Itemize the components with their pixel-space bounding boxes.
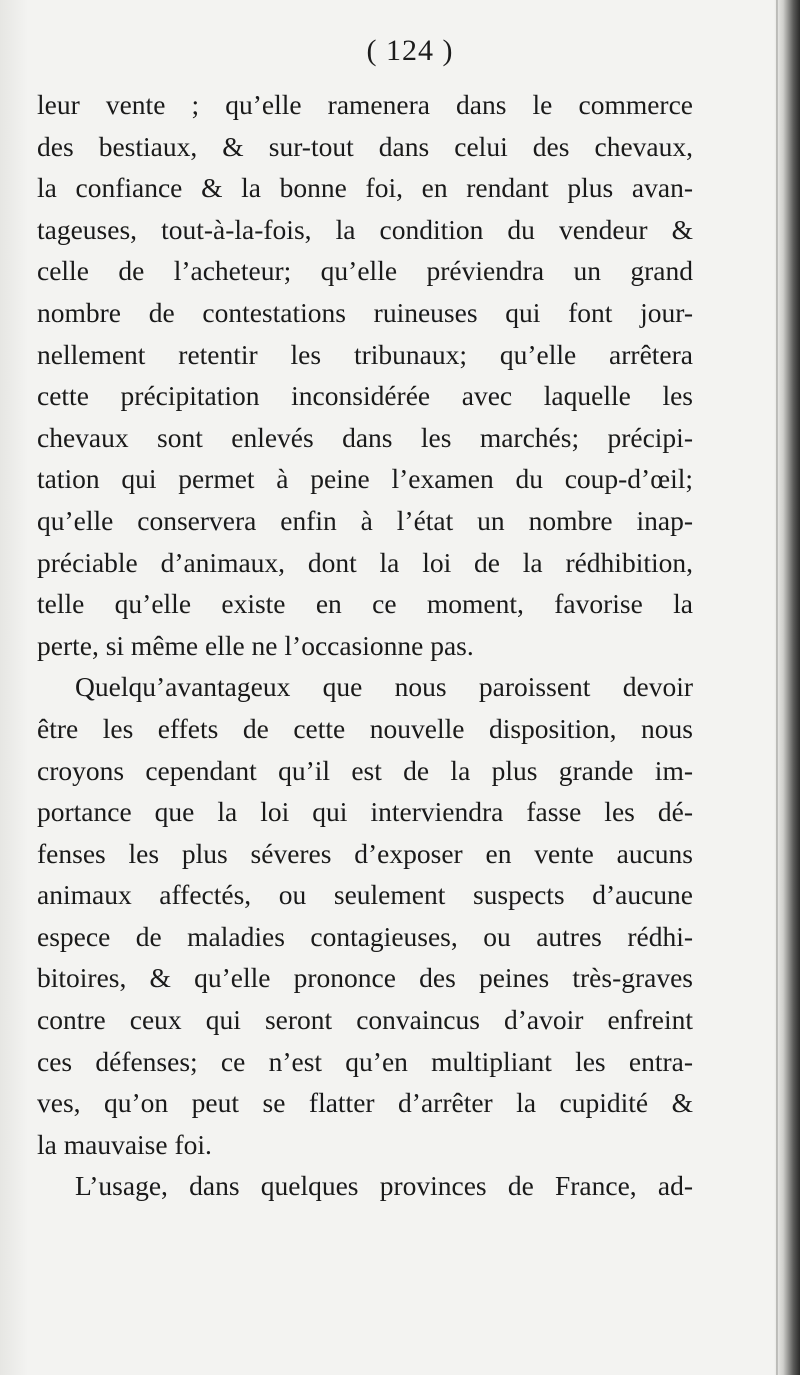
text-line: la confiance & la bonne foi, en rendant plus avan- [37, 172, 693, 204]
paragraph-1 [37, 84, 693, 666]
text-line: tageuses, tout-à-la-fois, la condition du vendeur & [37, 213, 693, 245]
text-line: la mauvaise foi. [37, 1128, 212, 1160]
text-line: perte, si même elle ne l’occasionne pas. [37, 629, 474, 661]
page-edge-shadow [774, 0, 800, 1375]
text-line: des bestiaux, & sur-tout dans celui des chevaux, [37, 130, 693, 162]
paragraph-2 [37, 666, 693, 1165]
text-line: chevaux sont enlevés dans les marchés; précipi- [37, 421, 693, 453]
text-line: ces défenses; ce n’est qu’en multipliant les entra- [37, 1045, 693, 1077]
text-line: croyons cependant qu’il est de la plus grande im- [37, 754, 693, 786]
text-line: préciable d’animaux, dont la loi de la rédhibition, [37, 546, 693, 578]
text-line: tation qui permet à peine l’examen du coup-d’œil; [37, 463, 693, 495]
text-line: nombre de contestations ruineuses qui font jour- [37, 296, 693, 328]
text-line: animaux affectés, ou seulement suspects d’aucune [37, 879, 693, 911]
text-line: Quelqu’avantageux que nous paroissent devoir [75, 671, 693, 703]
text-line: fenses les plus séveres d’exposer en vente aucuns [37, 837, 693, 869]
paragraph-3 [37, 1165, 693, 1207]
page-number: ( 124 ) [366, 34, 454, 67]
text-line: portance que la loi qui interviendra fasse les dé- [37, 796, 693, 828]
text-line: leur vente ; qu’elle ramenera dans le commerce [37, 89, 693, 120]
text-line: bitoires, & qu’elle prononce des peines très-graves [37, 962, 693, 994]
text-line: telle qu’elle existe en ce moment, favorise la [37, 588, 693, 620]
text-line: L’usage, dans quelques provinces de France, ad- [75, 1170, 693, 1202]
body-text [37, 84, 693, 1207]
text-line: cette précipitation inconsidérée avec laquelle les [37, 380, 693, 412]
text-line: celle de l’acheteur; qu’elle préviendra un grand [37, 255, 693, 287]
text-line: ves, qu’on peut se flatter d’arrêter la cupidité & [37, 1087, 693, 1119]
text-line: qu’elle conservera enfin à l’état un nombre inap- [37, 504, 693, 536]
text-line: contre ceux qui seront convaincus d’avoir enfreint [37, 1004, 693, 1036]
text-line: espece de maladies contagieuses, ou autres rédhi- [37, 920, 693, 952]
text-line: nellement retentir les tribunaux; qu’elle arrêtera [37, 338, 693, 370]
text-line: être les effets de cette nouvelle disposition, nous [37, 712, 693, 744]
